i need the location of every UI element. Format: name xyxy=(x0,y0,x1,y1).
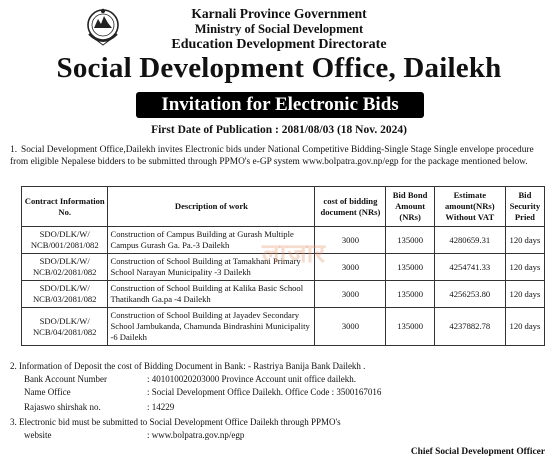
header-doc-cost: cost of bidding document (NRs) xyxy=(315,187,386,227)
doc-cost: 3000 xyxy=(315,254,386,281)
contract-info: SDO/DLK/W/ NCB/03/2081/082 xyxy=(22,281,108,308)
paragraph-text: Social Development Office,Dailekh invites Electronic bids under National Competitive Bidding-Single Stage Single envelope procedure from eligible Nepalese bidders to be submitted through PPMO's e-GP system www.bolpatra.gov.np/egp for the package mentioned below. xyxy=(10,145,534,167)
website-value: : www.bolpatra.gov.np/egp xyxy=(147,430,245,440)
publication-date: First Date of Publication : 2081/08/03 (18 Nov. 2024) xyxy=(151,124,407,136)
bid-bond: 135000 xyxy=(386,281,434,308)
directorate-name: Education Development Directorate xyxy=(171,37,387,52)
bank-account-value: : 401010020203000 Province Account unit office dailekh. xyxy=(147,374,357,384)
table-row xyxy=(22,281,545,308)
estimate-amount: 4237882.78 xyxy=(434,308,505,346)
bid-bond: 135000 xyxy=(386,308,434,346)
signature-title: Chief Social Development Officer xyxy=(410,447,545,457)
estimate-amount: 4256253.80 xyxy=(434,281,505,308)
security-period: 120 days xyxy=(505,227,544,254)
estimate-amount: 4280659.31 xyxy=(434,227,505,254)
office-name-label: Name Office xyxy=(24,387,71,397)
header-estimate: Estimate amount(NRs) Without VAT xyxy=(434,187,505,227)
header-contract-info: Contract Information No. xyxy=(22,187,108,227)
doc-cost: 3000 xyxy=(315,308,386,346)
work-description: Construction of School Building at Kalika Basic School Thatikandh Ga.pa -4 Dailekh xyxy=(108,281,315,308)
security-period: 120 days xyxy=(505,308,544,346)
office-title: Social Development Office, Dailekh xyxy=(56,52,502,84)
work-description: Construction of School Building at Tamakhani Primary School Narayan Municipality -3 Dailekh xyxy=(108,254,315,281)
security-period: 120 days xyxy=(505,281,544,308)
work-description: Construction of Campus Building at Gurash Multiple Campus Gurash Ga. Pa.-3 Dailekh xyxy=(108,227,315,254)
ministry-name: Ministry of Social Development xyxy=(194,22,364,36)
electronic-bid-note: 3. Electronic bid must be submitted to Social Development Office Dailekh through PPMO's xyxy=(10,417,341,427)
doc-cost: 3000 xyxy=(315,227,386,254)
contract-info: SDO/DLK/W/ NCB/02/2081/082 xyxy=(22,254,108,281)
website-label: website xyxy=(24,430,52,440)
header-security: Bid Security Pried xyxy=(505,187,544,227)
contract-info: SDO/DLK/W/ NCB/001/2081/082 xyxy=(22,227,108,254)
office-name-value: : Social Development Office Dailekh. Office Code : 3500167016 xyxy=(147,387,382,397)
government-name: Karnali Province Government xyxy=(191,6,367,21)
doc-cost: 3000 xyxy=(315,281,386,308)
deposit-info-heading: 2. Information of Deposit the cost of Bidding Document in Bank: - Rastriya Banija Bank Dailekh . xyxy=(10,361,366,371)
header-bid-bond: Bid Bond Amount (NRs) xyxy=(386,187,434,227)
estimate-amount: 4254741.33 xyxy=(434,254,505,281)
table-header-row xyxy=(22,187,545,227)
rajasow-label: Rajaswo shirshak no. xyxy=(24,402,101,412)
header-description: Description of work xyxy=(108,187,315,227)
work-description: Construction of School Building at Jayadev Secondary School Jambukanda, Chamunda Bindrashini Municipality -6 Dailekh xyxy=(108,308,315,346)
invitation-banner: Invitation for Electronic Bids xyxy=(136,92,424,118)
rajasow-value: : 14229 xyxy=(147,402,175,412)
bank-account-label: Bank Account Number xyxy=(24,374,107,384)
newspaper-watermark: लाजार xyxy=(262,239,327,268)
notice-paragraph-1 xyxy=(10,144,548,168)
bid-bond: 135000 xyxy=(386,227,434,254)
table-row xyxy=(22,308,545,346)
paragraph-number: 1. xyxy=(10,145,18,155)
bid-bond: 135000 xyxy=(386,254,434,281)
contract-info: SDO/DLK/W/ NCB/04/2081/082 xyxy=(22,308,108,346)
security-period: 120 days xyxy=(505,254,544,281)
